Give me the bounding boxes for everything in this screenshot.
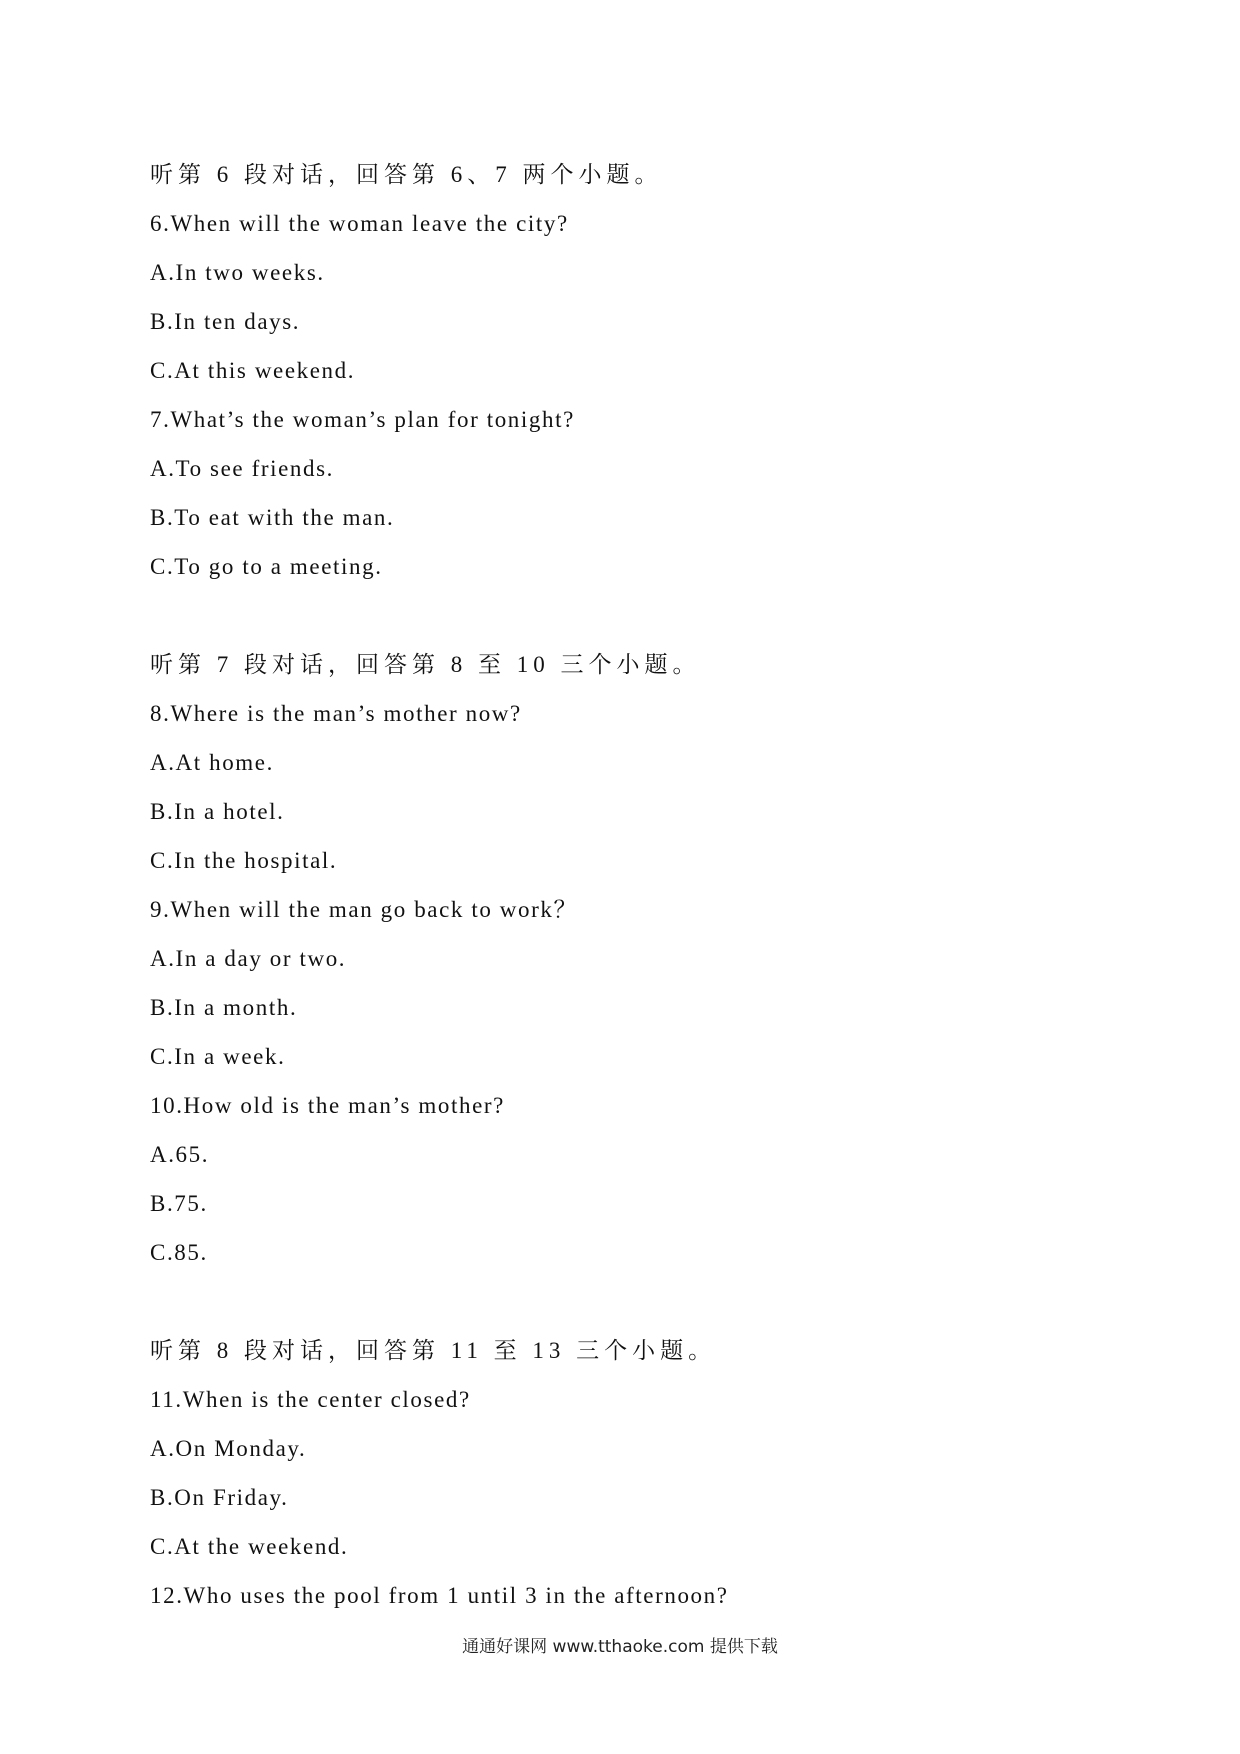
question-7-option-a: A.To see friends. (150, 456, 334, 481)
question-8: 8.Where is the man’s mother now? (150, 701, 522, 726)
section-heading-dialogue-6: 听第 6 段对话，回答第 6、7 两个小题。 (150, 162, 663, 187)
question-8-option-c: C.In the hospital. (150, 848, 338, 873)
question-11-option-b: B.On Friday. (150, 1485, 289, 1510)
question-12: 12.Who uses the pool from 1 until 3 in the afternoon? (150, 1583, 729, 1608)
section-gap (150, 591, 1130, 640)
question-10-option-b: B.75. (150, 1191, 208, 1216)
question-7-option-c: C.To go to a meeting. (150, 554, 383, 579)
question-7: 7.What’s the woman’s plan for tonight? (150, 407, 575, 432)
question-7-option-b: B.To eat with the man. (150, 505, 395, 530)
question-6-option-b: B.In ten days. (150, 309, 301, 334)
question-9-option-c: C.In a week. (150, 1044, 286, 1069)
question-11-option-a: A.On Monday. (150, 1436, 307, 1461)
question-6-option-a: A.In two weeks. (150, 260, 325, 285)
question-6-option-c: C.At this weekend. (150, 358, 356, 383)
section-heading-dialogue-8: 听第 8 段对话，回答第 11 至 13 三个小题。 (150, 1338, 717, 1363)
section-heading-dialogue-7: 听第 7 段对话，回答第 8 至 10 三个小题。 (150, 652, 701, 677)
listening-content (150, 150, 1130, 1620)
question-9-option-b: B.In a month. (150, 995, 298, 1020)
page-footer: 通通好课网 www.tthaoke.com 提供下载 (462, 1637, 778, 1657)
question-11-option-c: C.At the weekend. (150, 1534, 349, 1559)
question-10: 10.How old is the man’s mother? (150, 1093, 505, 1118)
question-6: 6.When will the woman leave the city? (150, 211, 569, 236)
question-11: 11.When is the center closed? (150, 1387, 471, 1412)
question-10-option-c: C.85. (150, 1240, 208, 1265)
question-8-option-b: B.In a hotel. (150, 799, 285, 824)
question-8-option-a: A.At home. (150, 750, 274, 775)
section-gap (150, 1277, 1130, 1326)
question-9-option-a: A.In a day or two. (150, 946, 347, 971)
question-10-option-a: A.65. (150, 1142, 210, 1167)
question-9: 9.When will the man go back to work？ (150, 897, 579, 922)
